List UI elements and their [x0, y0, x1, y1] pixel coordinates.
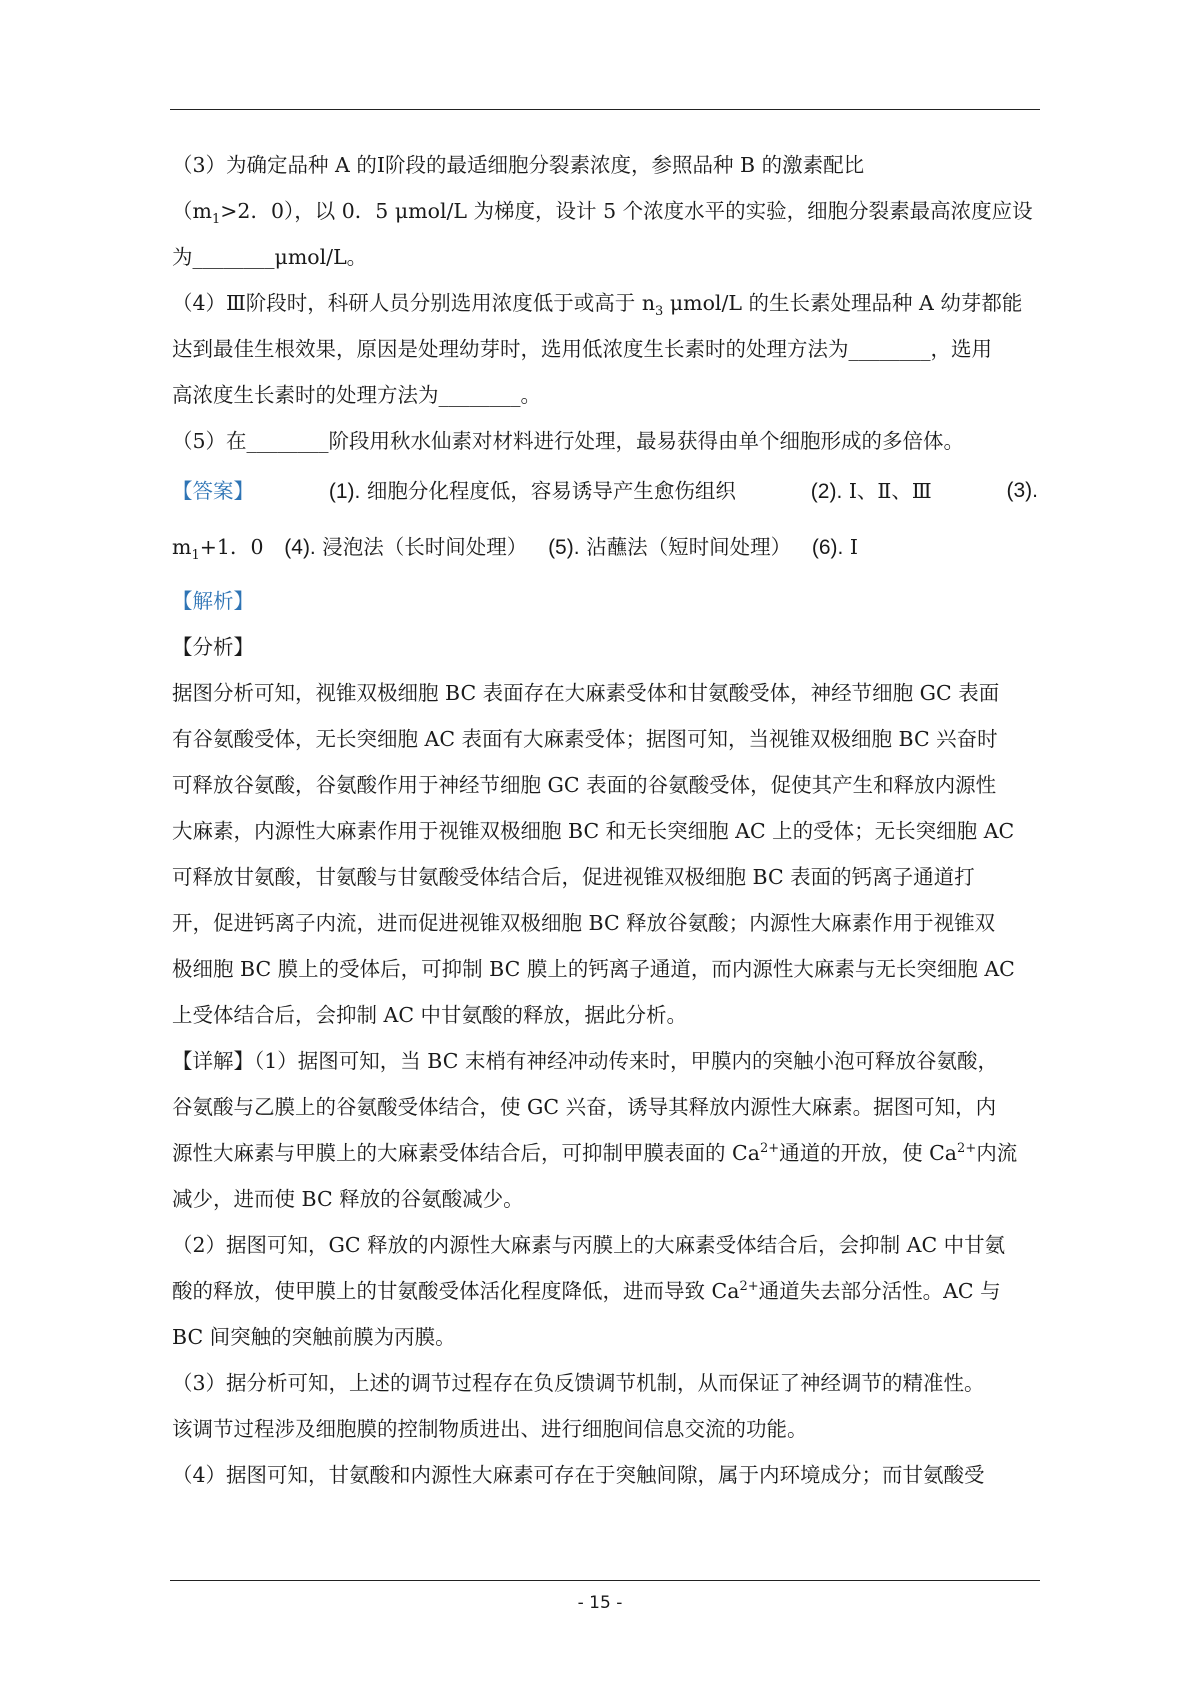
detail-p3-line-1: （3）据分析可知，上述的调节过程存在负反馈调节机制，从而保证了神经调节的精准性。 [172, 1371, 985, 1395]
q4-line-3: 高浓度生长素时的处理方法为________。 [172, 383, 541, 407]
analysis-line-4: 大麻素，内源性大麻素作用于视锥双极细胞 BC 和无长突细胞 AC 上的受体；无长突细胞 AC [172, 819, 1015, 843]
detail-p2-line-1: （2）据图可知，GC 释放的内源性大麻素与丙膜上的大麻素受体结合后，会抑制 AC 中甘氨 [172, 1233, 1006, 1257]
answer-item-6: (6). Ⅰ [811, 535, 858, 559]
fenxi-label: 【分析】 [172, 635, 254, 659]
answer-row-1 [172, 476, 1038, 506]
detail-line-1: 【详解】（1）据图可知，当 BC 末梢有神经冲动传来时，甲膜内的突触小泡可释放谷氨酸， [172, 1049, 998, 1073]
q5-line-1: （5）在________阶段用秋水仙素对材料进行处理，最易获得由单个细胞形成的多倍体。 [172, 429, 965, 453]
analysis-line-1: 据图分析可知，视锥双极细胞 BC 表面存在大麻素受体和甘氨酸受体，神经节细胞 GC 表面 [172, 681, 1000, 705]
detail-p4-line-1: （4）据图可知，甘氨酸和内源性大麻素可存在于突触间隙，属于内环境成分；而甘氨酸受 [172, 1463, 985, 1487]
detail-p3-line-2: 该调节过程涉及细胞膜的控制物质进出、进行细胞间信息交流的功能。 [172, 1417, 808, 1441]
q4-subscript: 3 [655, 304, 664, 320]
q4-text-b: μmol/L 的生长素处理品种 A 幼芽都能 [663, 291, 1023, 315]
jiexi-label: 【解析】 [172, 589, 254, 613]
answer-item-5: (5). 沾蘸法（短时间处理） [548, 535, 792, 559]
answer-row-2 [172, 532, 858, 562]
analysis-line-2: 有谷氨酸受体，无长突细胞 AC 表面有大麻素受体；据图可知，当视锥双极细胞 BC 兴奋时 [172, 727, 998, 751]
q3-line-3: 为________μmol/L。 [172, 245, 368, 269]
analysis-line-5: 可释放甘氨酸，甘氨酸与甘氨酸受体结合后，促进视锥双极细胞 BC 表面的钙离子通道打 [172, 865, 975, 889]
answer-item-4: (4). 浸泡法（长时间处理） [284, 535, 528, 559]
analysis-line-3: 可释放谷氨酸，谷氨酸作用于神经节细胞 GC 表面的谷氨酸受体，促使其产生和释放内源性 [172, 773, 997, 797]
answer-item-1: (1). 细胞分化程度低，容易诱导产生愈伤组织 [328, 479, 736, 503]
analysis-line-7: 极细胞 BC 膜上的受体后，可抑制 BC 膜上的钙离子通道，而内源性大麻素与无长突细胞 AC [172, 957, 1015, 981]
q4-line-2: 达到最佳生根效果，原因是处理幼芽时，选用低浓度生长素时的处理方法为________，选用 [172, 337, 992, 361]
detail-line-3: 源性大麻素与甲膜上的大麻素受体结合后，可抑制甲膜表面的 $Ca^{2+}$通道的开放，使 $Ca^{2+}$内流 [172, 1141, 1018, 1165]
detail-label: 【详解】 [172, 1049, 254, 1073]
q3-line-1: （3）为确定品种 A 的Ⅰ阶段的最适细胞分裂素浓度，参照品种 B 的激素配比 [172, 153, 865, 177]
answer-number-3: (3). [1006, 479, 1038, 502]
analysis-line-6: 开，促进钙离子内流，进而促进视锥双极细胞 BC 释放谷氨酸；内源性大麻素作用于视锥双 [172, 911, 996, 935]
answer-item-3-value: $m_1+1$．0 [172, 535, 264, 564]
q3-subscript: 1 [211, 212, 221, 228]
detail-line-4: 减少，进而使 BC 释放的谷氨酸减少。 [172, 1187, 524, 1211]
analysis-line-8: 上受体结合后，会抑制 AC 中甘氨酸的释放，据此分析。 [172, 1003, 688, 1027]
footer-rule [170, 1580, 1040, 1581]
q4-line-1 [172, 288, 1022, 318]
q3-text-a: （m [172, 199, 212, 223]
header-rule [170, 109, 1040, 110]
page-number: - 15 - [577, 1593, 623, 1613]
detail-p2-line-2: 酸的释放，使甲膜上的甘氨酸受体活化程度降低，进而导致 $Ca^{2+}$通道失去部分活性。AC 与 [172, 1279, 1001, 1303]
q3-line-2 [172, 196, 1033, 226]
detail-p2-line-3: BC 间突触的突触前膜为丙膜。 [172, 1325, 456, 1349]
answer-label: 【答案】 [172, 479, 254, 503]
q4-text-a: （4）Ⅲ阶段时，科研人员分别选用浓度低于或高于 n [172, 291, 656, 315]
answer-item-2: (2). Ⅰ、Ⅱ、Ⅲ [810, 479, 932, 503]
detail-line-2: 谷氨酸与乙膜上的谷氨酸受体结合，使 GC 兴奋，诱导其释放内源性大麻素。据图可知，内 [172, 1095, 997, 1119]
q3-text-b: >2．0），以 0．5 μmol/L 为梯度，设计 5 个浓度水平的实验，细胞分裂素最高浓度应设 [220, 199, 1033, 223]
